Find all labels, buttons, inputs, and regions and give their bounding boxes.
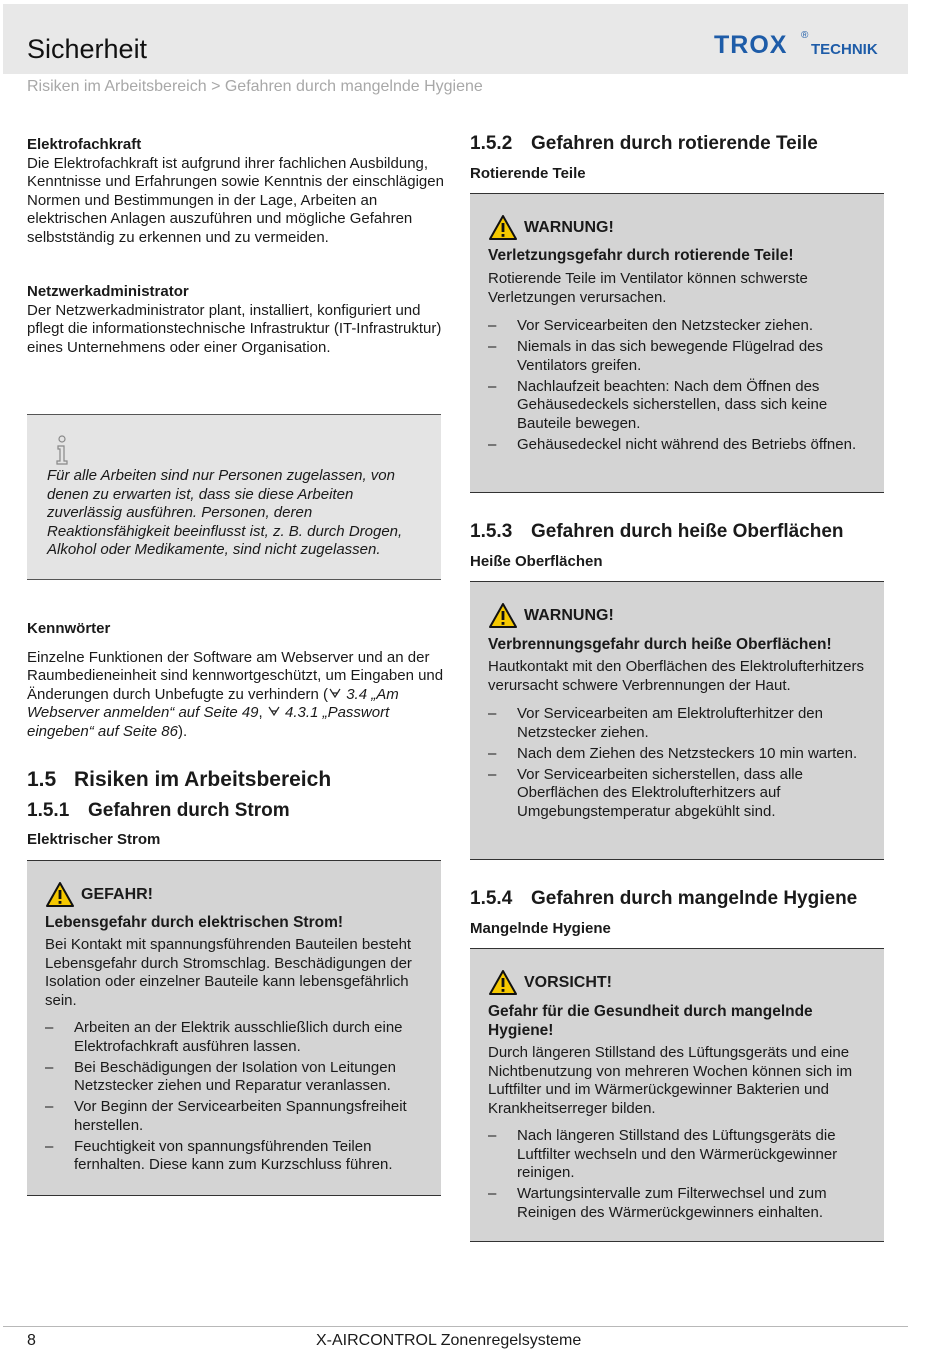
elektrofachkraft-section [27,136,445,247]
list-item: – Niemals in das sich bewegende Flügelrad des Ventilators greifen. [488,338,824,374]
section-1-5-1-subheading: Elektrischer Strom [27,831,161,848]
danger-signal [45,881,153,908]
kennwoerter-text-body: Einzelne Funktionen der Software am Webserver und an der Raumbedieneinheit sind kennwortgeschützt, um Eingaben und Änderungen durch Unbefugte zu verhindern ( [27,648,444,703]
list-item: – Vor Servicearbeiten sicherstellen, dass alle Oberflächen des Elektrolufterhitzers auf Umgebungstemperatur abgekühlt sind. [488,765,803,820]
netzwerkadmin-section [27,283,445,357]
danger-text: Bei Kontakt mit spannungsführenden Bauteilen besteht Lebensgefahr durch Stromschlag. Beschädigungen der Isolation oder einzelner Bauteile kann lebensgefährlich sein. [45,936,412,1009]
section-title: Gefahren durch mangelnde Hygiene [531,888,858,909]
list-item-text: Niemals in das sich bewegende Flügelrad des Ventilators greifen. [517,338,824,374]
warning-signal-word: WARNUNG! [524,218,614,236]
warning-triangle-icon [45,881,75,908]
warning-triangle-icon [488,602,518,629]
section-1-5-3-heading [470,521,844,543]
list-item-text: Arbeiten an der Elektrik ausschließlich durch eine Elektrofachkraft ausführen lassen. [74,1019,403,1055]
list-item: – Arbeiten an der Elektrik ausschließlich durch eine Elektrofachkraft ausführen lassen. [45,1019,403,1055]
caution-signal-word: VORSICHT! [524,973,612,991]
warning-triangle-icon [488,969,518,996]
list-item-text: Vor Beginn der Servicearbeiten Spannungsfreiheit herstellen. [74,1098,407,1134]
warning-text: Rotierende Teile im Ventilator können schwerste Verletzungen verursachen. [488,270,808,306]
elektrofachkraft-heading: Elektrofachkraft [27,136,142,153]
list-item: – Vor Beginn der Servicearbeiten Spannungsfreiheit herstellen. [45,1098,407,1134]
list-item-text: Vor Servicearbeiten am Elektrolufterhitzer den Netzstecker ziehen. [517,705,823,741]
danger-measures-list [45,1019,427,1177]
list-item: – Gehäusedeckel nicht während des Betriebs öffnen. [488,435,857,453]
list-item-text: Feuchtigkeit von spannungsführenden Teilen fernhalten. Diese kann zum Kurzschluss führen. [74,1137,393,1173]
list-item-text: Nach dem Ziehen des Netzsteckers 10 min warten. [517,744,858,762]
list-item: – Vor Servicearbeiten den Netzstecker ziehen. [488,317,813,334]
section-1-5-heading [27,768,331,792]
caution-box-hygiene [470,948,884,1242]
warning-box-hot-surfaces [470,581,884,860]
list-item-text: Nach längeren Stillstand des Lüftungsgeräts die Luftfilter wechseln und den Wärmerückgewinner reinigen. [517,1127,838,1181]
page-number: 8 [27,1332,36,1349]
list-item-text: Vor Servicearbeiten sicherstellen, dass alle Oberflächen des Elektrolufterhitzers auf Umgebungstemperatur abgekühlt sind. [517,765,803,820]
warning-measures-list [488,317,870,457]
list-item-text: Wartungsintervalle zum Filterwechsel und zum Reinigen des Wärmerückgewinners einhalten. [517,1185,827,1221]
logo-wordmark: TROX [714,31,788,59]
list-item-text: Vor Servicearbeiten den Netzstecker ziehen. [517,317,813,334]
logo-registered-mark: ® [801,30,809,41]
warning-signal [488,214,614,241]
info-text: Für alle Arbeiten sind nur Personen zugelassen, von denen zu erwarten ist, dass sie diese Arbeiten zuverlässig ausführen. Personen, deren Reaktionsfähigkeit beeinflusst ist, z. B. durch Drogen, Alkohol oder Medikamente, sind nicht zugelassen. [47,467,403,558]
section-number: 1.5.4 [470,888,513,909]
list-item: – Feuchtigkeit von spannungsführenden Teilen fernhalten. Diese kann zum Kurzschluss führen. [45,1137,393,1173]
caution-signal [488,969,612,996]
warning-text: Hautkontakt mit den Oberflächen des Elektrolufterhitzers verursacht schwere Verbrennungen der Haut. [488,658,865,694]
warning-title: Verletzungsgefahr durch rotierende Teile! [488,247,794,264]
logo-subtitle: TECHNIK [811,41,878,58]
cross-reference-icon [328,686,342,700]
list-item: – Nach dem Ziehen des Netzsteckers 10 min warten. [488,744,858,762]
reference-link-webserver[interactable]: 3.4 „Am Webserver anmelden“ auf Seite 49 [27,685,399,721]
section-number: 1.5.2 [470,133,513,154]
list-item-text: Nachlaufzeit beachten: Nach dem Öffnen des Gehäusedeckels sicherstellen, dass sich keine Bauteile bewegen. [517,377,828,432]
warning-triangle-icon [488,214,518,241]
danger-box [27,860,441,1196]
section-title: Risiken im Arbeitsbereich [74,768,332,791]
netzwerkadmin-text: Der Netzwerkadministrator plant, installiert, konfiguriert und pflegt die informationstechnische Infrastruktur (IT-Infrastruktur) eines Unternehmens oder einer Organisation. [27,301,442,356]
section-1-5-3-subheading: Heiße Oberflächen [470,553,603,570]
section-1-5-1-heading [27,800,290,822]
section-1-5-4-subheading: Mangelnde Hygiene [470,920,611,937]
warning-title: Verbrennungsgefahr durch heiße Oberflächen! [488,636,832,653]
kennwoerter-text-end: ). [177,722,188,740]
warning-measures-list [488,705,870,824]
reference-separator: , [258,704,263,721]
section-number: 1.5.1 [27,800,70,821]
warning-box-rotating [470,193,884,493]
danger-signal-word: GEFAHR! [81,885,153,903]
page-title: Sicherheit [27,34,148,64]
kennwoerter-heading: Kennwörter [27,620,111,637]
section-title: Gefahren durch heiße Oberflächen [531,521,844,542]
warning-signal-word: WARNUNG! [524,606,614,624]
list-item: – Nach längeren Stillstand des Lüftungsgeräts die Luftfilter wechseln und den Wärmerückgewinner reinigen. [488,1127,838,1181]
caution-title: Gefahr für die Gesundheit durch mangelnde Hygiene! [488,1003,813,1039]
page-header [3,4,908,74]
section-1-5-4-heading [470,888,857,910]
netzwerkadmin-heading: Netzwerkadministrator [27,283,189,300]
section-title: Gefahren durch Strom [88,800,290,821]
caution-text: Durch längeren Stillstand des Lüftungsgeräts und eine Nichtbenutzung von mehreren Wochen können sich im Luftfilter und im Wärmerückgewinner Bakterien und Krankheitserreger bilden. [488,1044,853,1117]
elektrofachkraft-text: Die Elektrofachkraft ist aufgrund ihrer fachlichen Ausbildung, Kenntnisse und Erfahrungen sowie Kenntnis der einschlägigen Normen und Bestimmungen in der Lage, Arbeiten an elektrischen Anlagen auszuführen und mögliche Gefahren selbstständig zu erkennen und zu vermeiden. [27,154,444,246]
cross-reference-icon [267,704,281,718]
danger-title: Lebensgefahr durch elektrischen Strom! [45,914,344,931]
footer-divider [3,1326,908,1327]
list-item-text: Bei Beschädigungen der Isolation von Leitungen Netzstecker ziehen und Reparatur veranlassen. [74,1058,396,1094]
caution-measures-list [488,1127,870,1225]
kennwoerter-text [27,649,445,742]
section-title: Gefahren durch rotierende Teile [531,133,818,154]
info-box [27,414,441,580]
section-number: 1.5 [27,768,57,791]
section-number: 1.5.3 [470,521,513,542]
list-item: – Wartungsintervalle zum Filterwechsel und zum Reinigen des Wärmerückgewinners einhalten. [488,1185,827,1221]
product-name: X-AIRCONTROL Zonenregelsysteme [316,1332,582,1349]
info-icon [53,435,71,465]
breadcrumb: Risiken im Arbeitsbereich > Gefahren durch mangelnde Hygiene [27,78,483,95]
list-item: – Vor Servicearbeiten am Elektrolufterhitzer den Netzstecker ziehen. [488,705,823,741]
section-1-5-2-subheading: Rotierende Teile [470,165,586,182]
kennwoerter-section [27,620,445,741]
list-item-text: Gehäusedeckel nicht während des Betriebs öffnen. [517,435,857,453]
warning-signal [488,602,614,629]
list-item: – Bei Beschädigungen der Isolation von Leitungen Netzstecker ziehen und Reparatur veranlassen. [45,1058,396,1094]
list-item: – Nachlaufzeit beachten: Nach dem Öffnen des Gehäusedeckels sicherstellen, dass sich keine Bauteile bewegen. [488,377,828,432]
section-1-5-2-heading [470,133,818,155]
reference-link-passwort[interactable]: 4.3.1 „Passwort eingeben“ auf Seite 86 [27,704,390,740]
